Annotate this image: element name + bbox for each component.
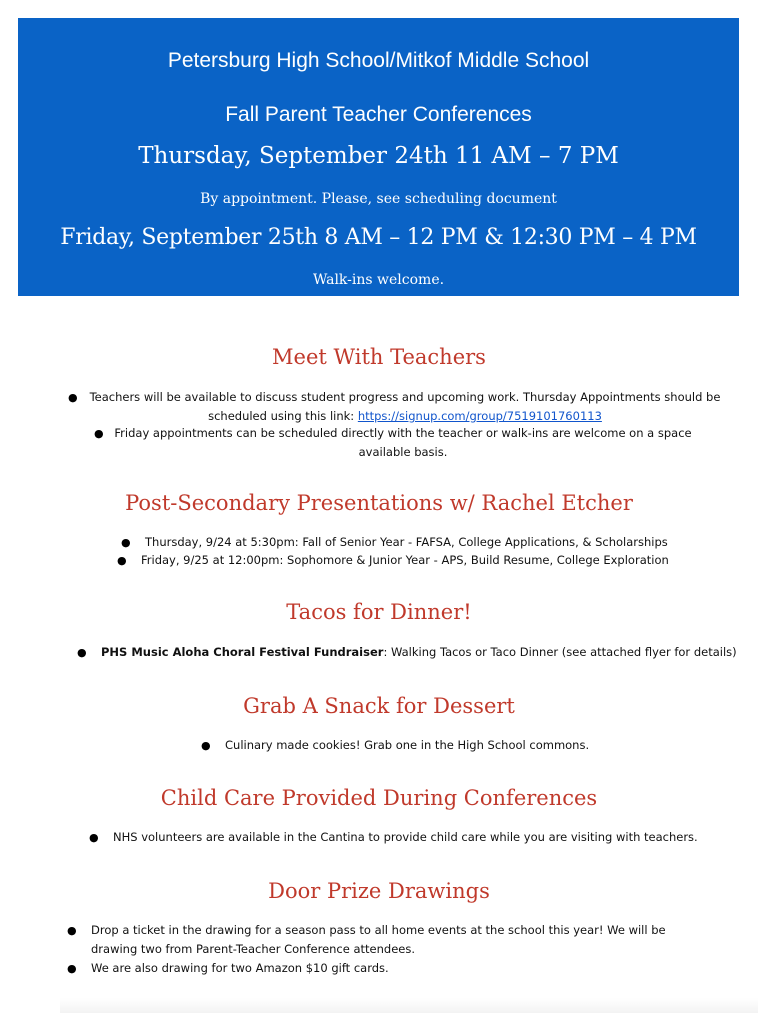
thursday-schedule: Thursday, September 24th 11 AM – 7 PM	[138, 143, 619, 169]
tacos-item-detail: : Walking Tacos or Taco Dinner (see attached flyer for details)	[383, 645, 737, 659]
signup-link[interactable]: https://signup.com/group/7519101760113	[357, 409, 602, 423]
friday-note: Walk-ins welcome.	[312, 272, 445, 288]
bullet-icon: ●	[94, 427, 104, 440]
bullet-icon: ●	[77, 646, 87, 659]
bullet-icon: ●	[67, 924, 77, 937]
heading-meet-teachers: Meet With Teachers	[272, 345, 486, 369]
heading-dessert: Grab A Snack for Dessert	[243, 694, 515, 718]
friday-schedule: Friday, September 25th 8 AM – 12 PM & 12:30 PM – 4 PM	[60, 225, 697, 250]
list-item	[91, 921, 731, 959]
bullet-icon: ●	[68, 391, 78, 404]
childcare-item: NHS volunteers are available in the Cantina to provide child care while you are visiting with teachers.	[113, 830, 698, 844]
header-banner	[18, 18, 739, 296]
bullet-icon: ●	[201, 739, 211, 752]
list-item	[101, 643, 741, 662]
list-item	[108, 424, 698, 462]
bullet-icon: ●	[67, 962, 77, 975]
presentations-item2: Friday, 9/25 at 12:00pm: Sophomore & Junior Year - APS, Build Resume, College Exploration	[141, 553, 669, 567]
thursday-note: By appointment. Please, see scheduling document	[200, 191, 557, 207]
bullet-icon: ●	[121, 536, 131, 549]
prizes-item1-line2: drawing two from Parent-Teacher Conference attendees.	[91, 942, 416, 956]
bullet-icon: ●	[117, 554, 127, 567]
teachers-item2-line2: available basis.	[358, 445, 448, 459]
prizes-item1-line1: Drop a ticket in the drawing for a season pass to all home events at the school this year! We will be	[91, 923, 666, 937]
presentations-item1: Thursday, 9/24 at 5:30pm: Fall of Senior Year - FAFSA, College Applications, & Scholarships	[145, 535, 668, 549]
teachers-item1-line2: scheduled using this link:	[208, 409, 358, 423]
teachers-item2-line1: Friday appointments can be scheduled directly with the teacher or walk-ins are welcome on a space	[114, 426, 692, 440]
heading-presentations: Post-Secondary Presentations w/ Rachel Etcher	[125, 491, 633, 515]
dessert-item: Culinary made cookies! Grab one in the High School commons.	[225, 738, 590, 752]
school-name: Petersburg High School/Mitkof Middle School	[167, 49, 590, 72]
bullet-icon: ●	[89, 831, 99, 844]
list-item	[82, 388, 728, 426]
heading-childcare: Child Care Provided During Conferences	[160, 786, 598, 810]
page-edge-shadow	[60, 998, 758, 1013]
prizes-item2: We are also drawing for two Amazon $10 gift cards.	[91, 961, 389, 975]
teachers-item1-line1: Teachers will be available to discuss student progress and upcoming work. Thursday Appointments should be	[89, 390, 721, 404]
heading-door-prizes: Door Prize Drawings	[268, 879, 490, 903]
tacos-fundraiser-name: PHS Music Aloha Choral Festival Fundraiser	[101, 645, 384, 659]
event-title: Fall Parent Teacher Conferences	[225, 103, 532, 126]
heading-tacos: Tacos for Dinner!	[286, 600, 472, 624]
